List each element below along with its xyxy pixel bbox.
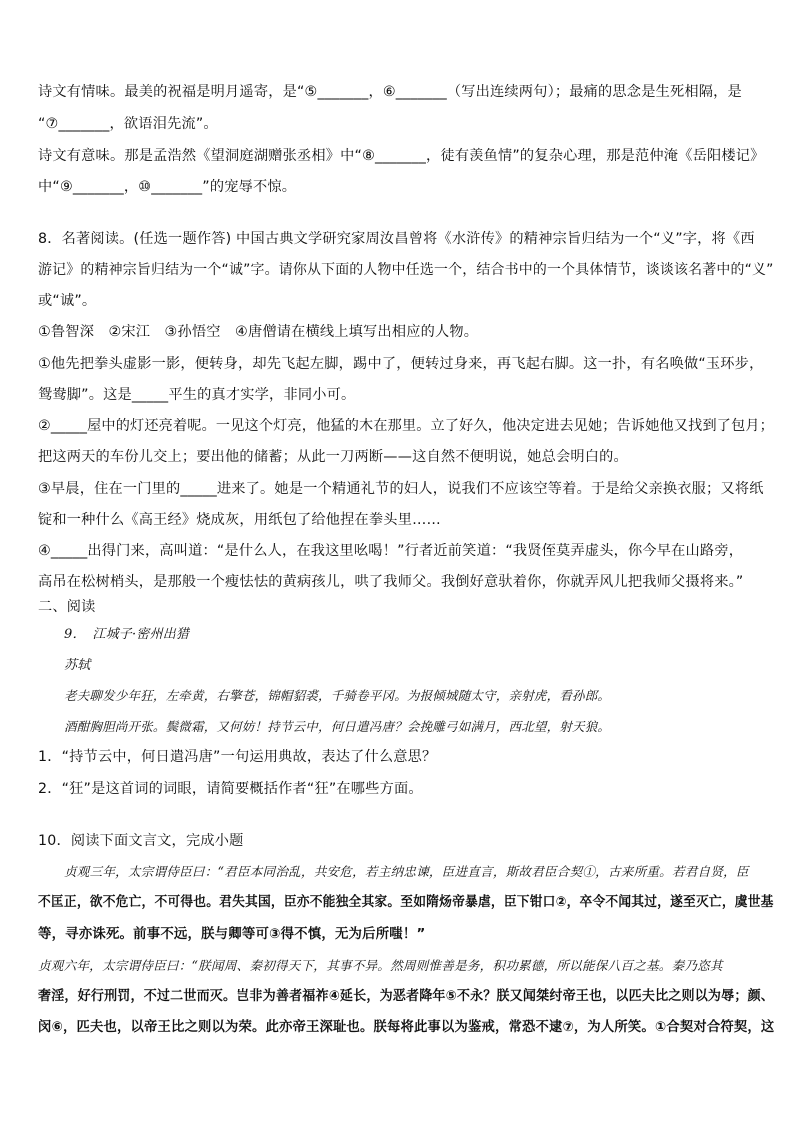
text-line: 诗文有情味。最美的祝福是明月遥寄，是“⑤_______，⑥_______（写出连续两句）；最痛的思念是生死相隔，是 (38, 84, 742, 100)
question-8: 8．名著阅读。(任选一题作答) 中国古典文学研究家周汝昌曾将《水浒传》的精神宗旨归结为一个“义”字，将《西 (38, 231, 755, 247)
question-10: 10．阅读下面文言文，完成小题 (38, 833, 244, 849)
text-line: 把这两天的车份儿交上；要出他的储蓄；从此一刀两断——这自然不便明说，她总会明白的。 (38, 449, 628, 465)
classical-text-line: 奢淫，好行刑罚，不过二世而灭。岂非为善者福祚④延长，为恶者降年⑤不永？朕又闻桀纣帝王也，以匹夫比之则以为辱；颜、 (38, 989, 775, 1004)
poem-title: 9． 江城子·密州出猎 (64, 627, 190, 642)
text-line: ①他先把拳头虚影一影，便转身，却先飞起左脚，踢中了，便转过身来，再飞起右脚。这一扑，有名唤做“玉环步， (38, 356, 764, 372)
poem-line: 酒酣胸胆尚开张。鬓微霜，又何妨！持节云中，何日遣冯唐？会挽雕弓如满月，西北望，射天狼。 (64, 719, 611, 734)
text-line: 中“⑨_______，⑩_______”的宠辱不惊。 (38, 179, 297, 195)
section-heading: 二、阅读 (38, 599, 96, 615)
text-line: ③早晨，住在一门里的_____进来了。她是一个精通礼节的妇人，说我们不应该空等着。于是给父亲换衣服；又将纸 (38, 481, 764, 497)
question-item: 1．“持节云中，何日遣冯唐”一句运用典故，表达了什么意思？ (38, 749, 437, 765)
text-line: 鸳鸯脚”。这是_____平生的真才实学，非同小可。 (38, 387, 356, 403)
text-line: 锭和一种什么《高王经》烧成灰，用纸包了给他捏在拳头里…… (38, 512, 441, 528)
text-line: ④_____出得门来，高叫道：“是什么人，在我这里吆喝！”行者近前笑道：“我贤侄莫弄虚头，你今早在山路旁， (38, 543, 744, 559)
text-line: 或“诚”。 (38, 293, 97, 309)
text-line: 诗文有意味。那是孟浩然《望洞庭湖赠张丞相》中“⑧_______，徒有羡鱼情”的复杂心理，那是范仲淹《岳阳楼记》 (38, 148, 765, 164)
text-line: ②_____屋中的灯还亮着呢。一见这个灯亮，他猛的木在那里。立了好久，他决定进去见她；告诉她他又找到了包月； (38, 418, 775, 434)
text-line: ①鲁智深 ②宋江 ③孙悟空 ④唐僧请在横线上填写出相应的人物。 (38, 324, 479, 340)
text-line: 游记》的精神宗旨归结为一个“诚”字。请你从下面的人物中任选一个，结合书中的一个具体情节，谈谈该名著中的“义” (38, 262, 774, 278)
poem-author: 苏轼 (64, 658, 91, 673)
text-line: 高吊在松树梢头，是那般一个瘦怯怯的黄病孩儿，哄了我师父。我倒好意驮着你，你就弄风儿把我师父摄将来。” (38, 574, 744, 590)
classical-text-line: 不匡正，欲不危亡，不可得也。君失其国，臣亦不能独全其家。至如隋炀帝暴虐，臣下钳口②，卒令不闻其过，遂至灭亡，虞世基 (38, 895, 774, 910)
text-line: “⑦_______，欲语泪先流”。 (38, 116, 218, 132)
classical-text-line: 贞观六年，太宗谓侍臣曰：“朕闻周、秦初得天下，其事不异。然周则惟善是务，积功累德，所以能保八百之基。秦乃恣其 (38, 958, 723, 973)
poem-line: 老夫聊发少年狂，左牵黄，右擎苍，锦帽貂裘，千骑卷平冈。为报倾城随太守，亲射虎，看孙郎。 (64, 688, 611, 703)
classical-text-line: 等，寻亦诛死。前事不远，朕与卿等可③得不慎，无为后所嗤！” (38, 927, 426, 942)
question-item: 2．“狂”是这首词的词眼，请简要概括作者“狂”在哪些方面。 (38, 781, 423, 797)
classical-text-line: 贞观三年，太宗谓侍臣曰：“君臣本同治乱，共安危，若主纳忠谏，臣进直言，斯故君臣合契①，古来所重。若君自贤，臣 (64, 864, 749, 879)
classical-text-line: 闵⑥，匹夫也，以帝王比之则以为荣。此亦帝王深耻也。朕每将此事以为鉴戒，常恐不逮⑦，为人所笑。①合契对合符契，这 (38, 1020, 775, 1035)
